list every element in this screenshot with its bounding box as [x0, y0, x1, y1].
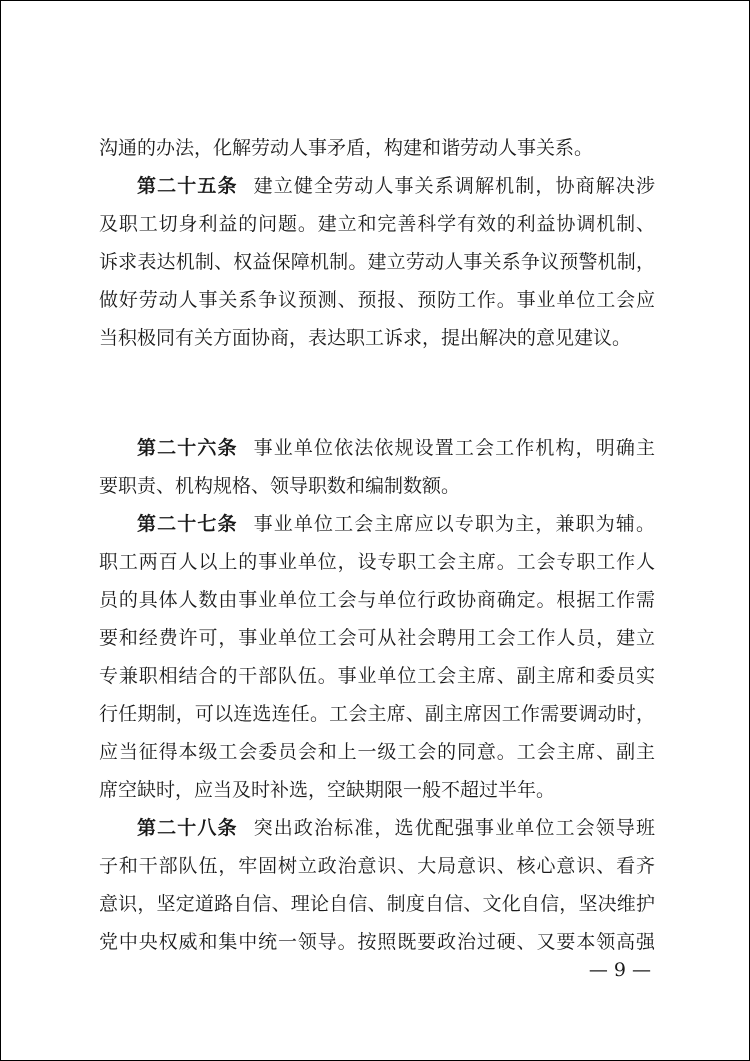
paragraph-line: 当积极同有关方面协商，表达职工诉求，提出解决的意见建议。 [99, 327, 632, 349]
paragraph-line: 要职责、机构规格、领导职数和编制数额。 [99, 475, 461, 497]
paragraph-line [99, 167, 655, 205]
paragraph-text: 突出政治标准，选优配强事业单位工会领导班 [253, 817, 655, 839]
paragraph-line: 席空缺时，应当及时补选，空缺期限一般不超过半年。 [99, 779, 556, 801]
paragraph-line: 行任期制，可以连选连任。工会主席、副主席因工作需要调动时， [99, 703, 655, 725]
section-spacer [99, 357, 655, 377]
paragraph-line [99, 505, 655, 543]
paragraph-text: 事业单位依法依规设置工会工作机构，明确主 [253, 437, 655, 459]
article-heading: 第二十五条 [137, 175, 238, 197]
paragraph-text: 事业单位工会主席应以专职为主，兼职为辅。 [253, 513, 655, 535]
paragraph-line: 员的具体人数由事业单位工会与单位行政协商确定。根据工作需 [99, 589, 655, 611]
chapter-heading [99, 377, 655, 429]
article-heading: 第二十六条 [137, 437, 238, 459]
paragraph-line: 诉求表达机制、权益保障机制。建立劳动人事关系争议预警机制， [99, 251, 655, 273]
paragraph-line: 要和经费许可，事业单位工会可从社会聘用工会工作人员，建立 [99, 627, 655, 649]
paragraph-line: 专兼职相结合的干部队伍。事业单位工会主席、副主席和委员实 [99, 665, 655, 687]
paragraph-line: 沟通的办法，化解劳动人事矛盾，构建和谐劳动人事关系。 [99, 137, 594, 159]
paragraph-line: 职工两百人以上的事业单位，设专职工会主席。工会专职工作人 [99, 551, 655, 573]
article-heading: 第二十七条 [137, 513, 238, 535]
paragraph-line: 及职工切身利益的问题。建立和完善科学有效的利益协调机制、 [99, 213, 655, 235]
article-heading: 第二十八条 [137, 817, 238, 839]
page-content [99, 129, 655, 961]
paragraph-line: 子和干部队伍，牢固树立政治意识、大局意识、核心意识、看齐 [99, 855, 655, 877]
paragraph-line: 党中央权威和集中统一领导。按照既要政治过硬、又要本领高强 [99, 931, 655, 953]
paragraph-line [99, 809, 655, 847]
paragraph-text: 建立健全劳动人事关系调解机制，协商解决涉 [253, 175, 655, 197]
paragraph-line [99, 429, 655, 467]
paragraph-line: 做好劳动人事关系争议预测、预报、预防工作。事业单位工会应 [99, 289, 655, 311]
paragraph-line: 意识，坚定道路自信、理论自信、制度自信、文化自信，坚决维护 [99, 893, 655, 915]
paragraph-line: 应当征得本级工会委员会和上一级工会的同意。工会主席、副主 [99, 741, 655, 763]
page-number: — 9 — [588, 959, 651, 981]
